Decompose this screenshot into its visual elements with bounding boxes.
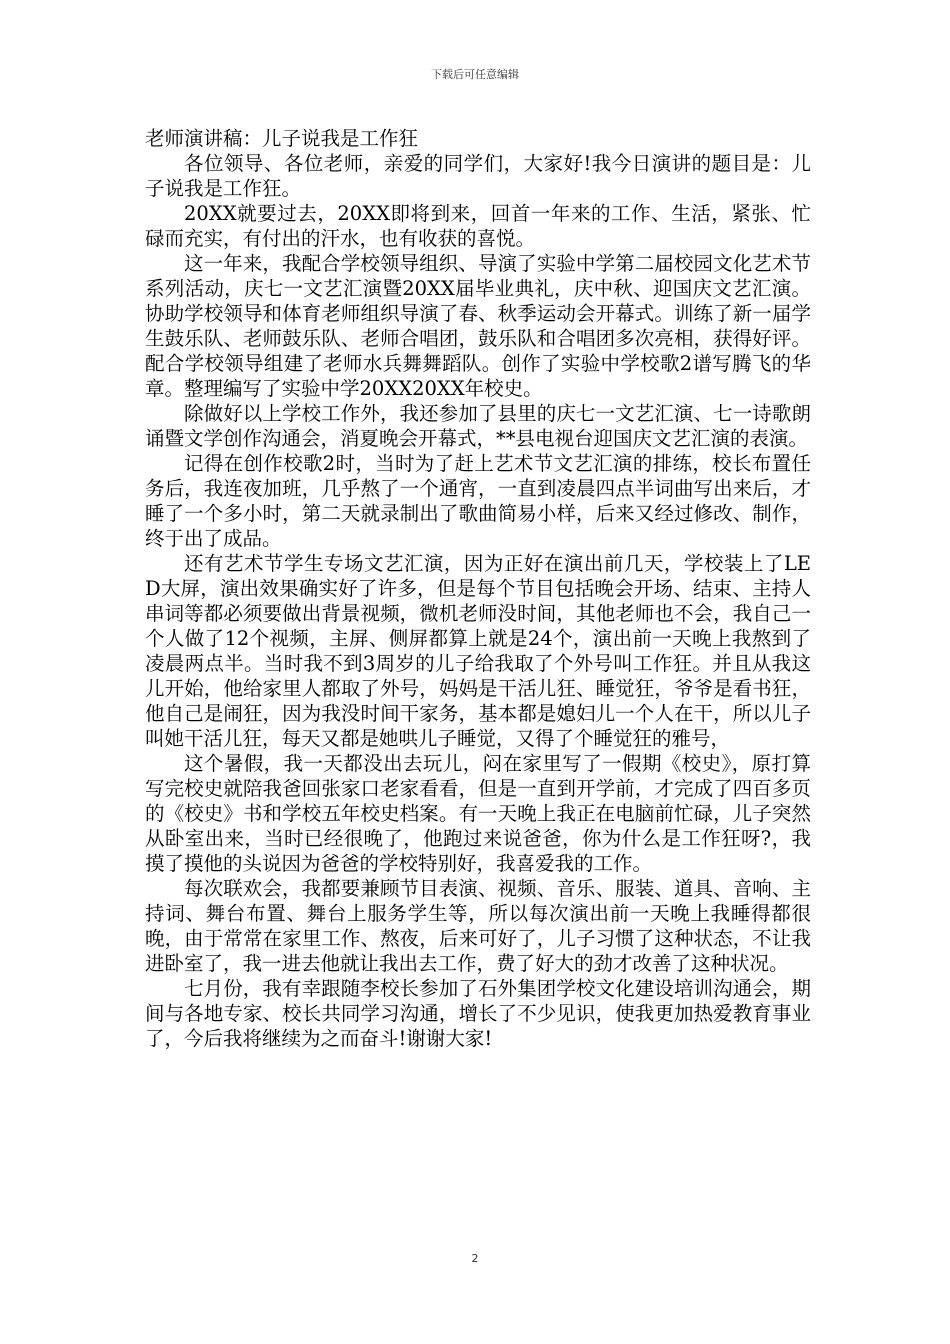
paragraph-art-festival: 还有艺术节学生专场文艺汇演，因为正好在演出前几天，学校装上了LED大屏，演出效果确实好了许多，但是每个节目包括晚会开场、结束、主持人串词等都必须要做出背景视频，微机老师没时间，其他老师也不会，我自己一个人做了12个视频，主屏、侧屏都算上就是24个，演出前一天晚上我熬到了凌晨两点半。当时我不到3周岁的儿子给我取了个外号叫工作狂。并且从我这儿开始，他给家里人都取了外号，妈妈是干活儿狂、睡觉狂，爷爷是看书狂，他自己是闹狂，因为我没时间干家务，基本都是媳妇儿一个人在干，所以儿子叫她干活儿狂，每天又都是她哄儿子睡觉，又得了个睡觉狂的雅号， xyxy=(145,552,811,750)
paragraph-school-song: 记得在创作校歌2时，当时为了赶上艺术节文艺汇演的排练，校长布置任务后，我连夜加班，几乎熬了一个通宵，一直到凌晨四点半词曲写出来后，才睡了一个多小时，第二天就录制出了歌曲简易小样，后来又经过修改、制作，终于出了成品。 xyxy=(145,452,811,550)
document-title: 老师演讲稿：儿子说我是工作狂 xyxy=(145,127,419,150)
paragraph-summer-history: 这个暑假，我一天都没出去玩儿，闷在家里写了一假期《校史》，原打算写完校史就陪我爸回张家口老家看看，但是一直到开学前，才完成了四百多页的《校史》书和学校五年校史档案。有一天晚上我正在电脑前忙碌，儿子突然从卧室出来，当时已经很晚了，他跑过来说爸爸，你为什么是工作狂呀?，我摸了摸他的头说因为爸爸的学校特别好，我喜爱我的工作。 xyxy=(145,752,811,875)
paragraph-county-events: 除做好以上学校工作外，我还参加了县里的庆七一文艺汇演、七一诗歌朗诵暨文学创作沟通会，消夏晚会开幕式，**县电视台迎国庆文艺汇演的表演。 xyxy=(145,402,811,450)
paragraph-year-review: 20XX就要过去，20XX即将到来，回首一年来的工作、生活，紧张、忙碌而充实，有付出的汗水，也有收获的喜悦。 xyxy=(145,202,811,250)
document-body xyxy=(145,126,811,1051)
page-header-note: 下载后可任意编辑 xyxy=(431,68,519,81)
paragraph-greeting: 各位领导、各位老师，亲爱的同学们，大家好!我今日演讲的题目是：儿子说我是工作狂。 xyxy=(145,152,811,200)
paragraph-school-events: 这一年来，我配合学校领导组织、导演了实验中学第二届校园文化艺术节系列活动，庆七一文艺汇演暨20XX届毕业典礼，庆中秋、迎国庆文艺汇演。协助学校领导和体育老师组织导演了春、秋季运动会开幕式。训练了新一届学生鼓乐队、老师鼓乐队、老师合唱团，鼓乐队和合唱团多次亮相，获得好评。配合学校领导组建了老师水兵舞舞蹈队。创作了实验中学校歌2谱写腾飞的华章。整理编写了实验中学20XX20XX年校史。 xyxy=(145,252,811,400)
page-number: 2 xyxy=(471,1252,479,1265)
paragraph-parties: 每次联欢会，我都要兼顾节目表演、视频、音乐、服装、道具、音响、主持词、舞台布置、舞台上服务学生等，所以每次演出前一天晚上我睡得都很晚，由于常常在家里工作、熬夜，后来可好了，儿子习惯了这种状态，不让我进卧室了，我一进去他就让我出去工作，费了好大的劲才改善了这种状况。 xyxy=(145,877,811,975)
paragraph-closing: 七月份，我有幸跟随李校长参加了石外集团学校文化建设培训沟通会，期间与各地专家、校长共同学习沟通，增长了不少见识，使我更加热爱教育事业了，今后我将继续为之而奋斗!谢谢大家! xyxy=(145,977,811,1050)
